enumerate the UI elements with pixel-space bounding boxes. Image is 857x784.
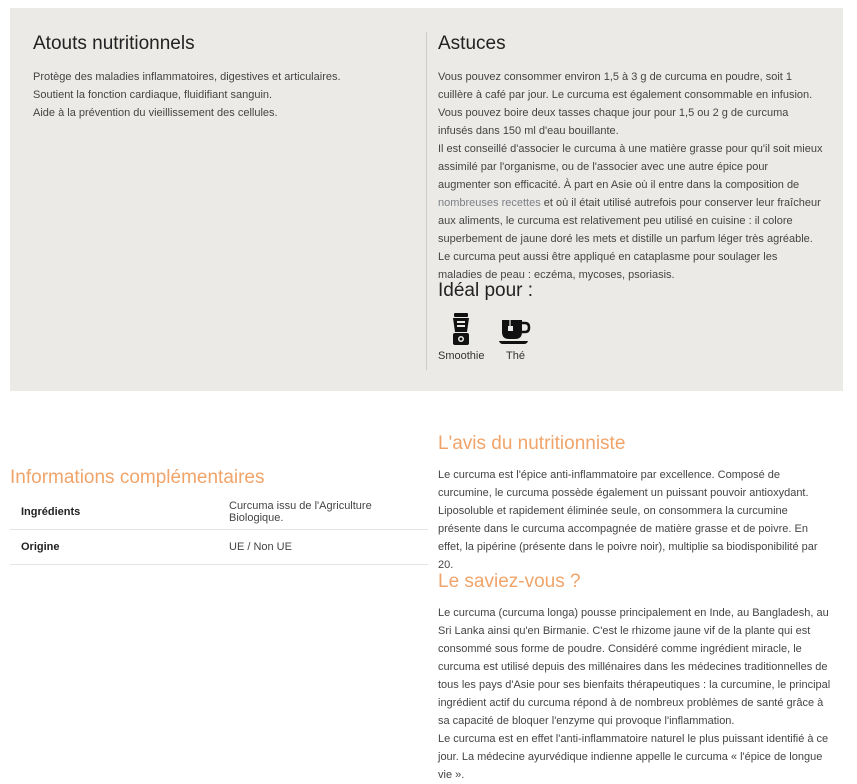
table-row	[10, 530, 428, 565]
astuces-paragraph	[438, 140, 823, 284]
ideal-label: Thé	[506, 350, 525, 362]
ideal-icons	[438, 312, 532, 362]
saviez-title: Le saviez-vous ?	[438, 571, 581, 592]
blender-icon	[448, 312, 474, 346]
astuces-title: Astuces	[438, 33, 506, 54]
atouts-line: Soutient la fonction cardiaque, fluidifiant sanguin.	[33, 89, 273, 101]
table-value: UE / Non UE	[218, 530, 428, 565]
atouts-section	[33, 32, 413, 122]
nutritionniste-text: Le curcuma est l'épice anti-inflammatoire par excellence. Composé de curcumine, le curcuma possède également un puissant pouvoir antioxydant. Liposoluble et rapidement éliminée seule, on consommera la curcumine présente dans le curcuma accompagnée de matière grasse et de poivre. En effet, la pipérine (présente dans le poivre noir), multiplie sa biodisponibilité par 20.	[438, 469, 818, 571]
ideal-label: Smoothie	[438, 350, 485, 362]
nutritionniste-section	[438, 432, 833, 574]
atouts-line: Protège des maladies inflammatoires, digestives et articulaires.	[33, 71, 341, 83]
astuces-section	[438, 32, 823, 284]
atouts-line: Aide à la prévention du vieillissement des cellules.	[33, 107, 278, 119]
table-value: Curcuma issu de l'Agriculture Biologique.	[218, 495, 428, 530]
panel-divider	[426, 32, 427, 370]
info-table	[10, 495, 428, 565]
ideal-title: Idéal pour :	[438, 280, 534, 301]
nutritionniste-title: L'avis du nutritionniste	[438, 433, 626, 454]
saviez-paragraph: Le curcuma est en effet l'anti-inflammatoire naturel le plus puissant identifié à ce jour. La médecine ayurvédique indienne appelle le curcuma « l'épice de longue vie ».	[438, 733, 829, 781]
table-row	[10, 495, 428, 530]
ideal-item-the[interactable]	[498, 312, 532, 362]
table-key: Origine	[10, 530, 218, 565]
info-title: Informations complémentaires	[10, 467, 265, 488]
saviez-section	[438, 570, 833, 784]
table-key: Ingrédients	[10, 495, 218, 530]
astuces-text: et où il était utilisé autrefois pour conserver leur fraîcheur aux aliments, le curcuma est relativement peu utilisé en cuisine : il colore superbement de jaune doré les mets et distille un parfum léger très agréable. Le curcuma peut aussi être appliqué en cataplasme pour soulager les maladies de peau : eczéma, mycoses, psoriasis.	[438, 197, 821, 281]
tea-cup-icon	[498, 312, 532, 346]
atouts-title: Atouts nutritionnels	[33, 33, 195, 54]
ideal-item-smoothie[interactable]	[438, 312, 484, 362]
saviez-paragraph: Le curcuma (curcuma longa) pousse principalement en Inde, au Bangladesh, au Sri Lanka ainsi qu'en Birmanie. C'est le rhizome jaune vif de la plante qui est consommé sous forme de poudre. Considéré comme ingrédient miracle, le curcuma est utilisé depuis des millénaires dans les médecines traditionnelles de tous les pays d'Asie pour ses bienfaits thérapeutiques : la curcumine, le principal ingrédient actif du curcuma répond à de nombreux problèmes de santé grâce à sa capacité de bloquer l'enzyme qui provoque l'inflammation.	[438, 607, 831, 727]
recipes-link[interactable]: nombreuses recettes	[438, 197, 541, 209]
astuces-text: Il est conseillé d'associer le curcuma à une matière grasse pour qu'il soit mieux assimilé par l'organisme, ou de l'associer avec une autre épice pour augmenter son efficacité. À part en Asie où il entre dans la composition de	[438, 143, 823, 191]
astuces-paragraph: Vous pouvez consommer environ 1,5 à 3 g de curcuma en poudre, soit 1 cuillère à café par jour. Le curcuma est également consommable en infusion. Vous pouvez boire deux tasses chaque jour pour 1,5 ou 2 g de curcuma infusés dans 150 ml d'eau bouillante.	[438, 71, 813, 137]
